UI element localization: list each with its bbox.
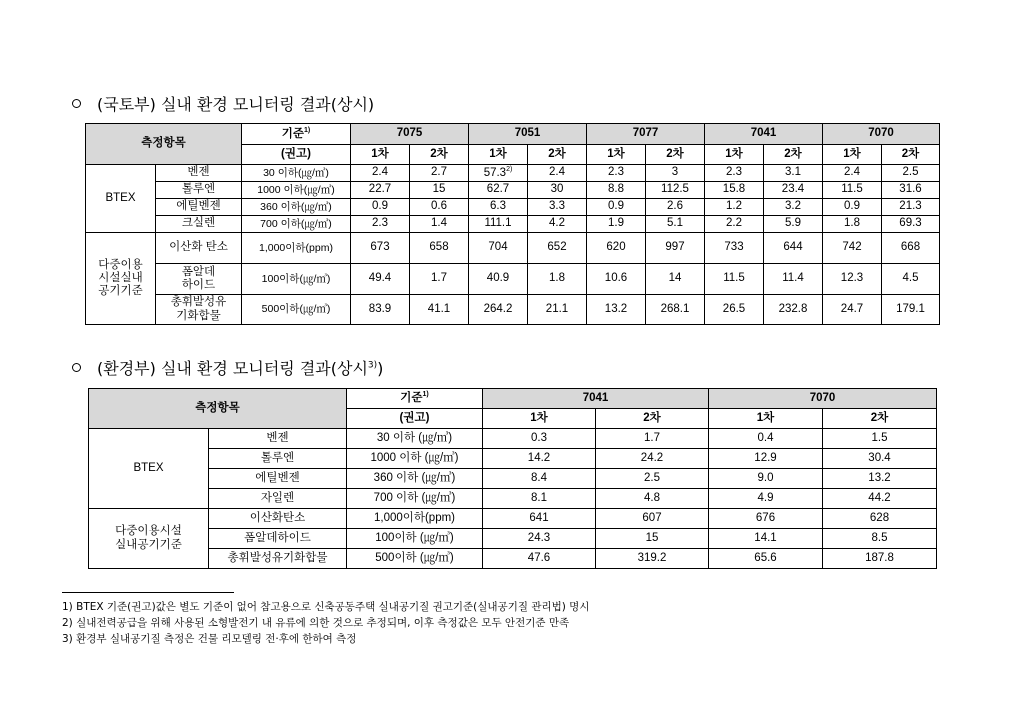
- value-cell: [823, 469, 937, 489]
- value-cell: [410, 233, 469, 264]
- value-text: 5.1: [667, 217, 683, 230]
- value-cell: [587, 264, 646, 295]
- standard-subheader: (권고): [242, 145, 351, 165]
- value-cell: [646, 182, 705, 199]
- standard-cell: 1000 이하 (㎍/㎥): [347, 449, 483, 469]
- value-text: 26.5: [722, 302, 746, 315]
- value-cell: [483, 469, 596, 489]
- round-header: 1차: [469, 145, 528, 165]
- value-cell: [483, 429, 596, 449]
- site-header: 7070: [709, 389, 937, 409]
- value-text: 607: [642, 511, 662, 524]
- value-cell: [528, 165, 587, 182]
- round-header: 1차: [587, 145, 646, 165]
- value-text: 2.4: [549, 166, 565, 179]
- value-cell: [709, 489, 823, 509]
- value-text: 30.4: [868, 451, 891, 464]
- value-text: 11.5: [841, 183, 863, 196]
- value-cell: [823, 264, 882, 295]
- value-text: 6.3: [490, 200, 506, 213]
- value-text: 9.0: [757, 471, 774, 484]
- value-cell: [646, 216, 705, 233]
- value-text: 12.9: [754, 451, 777, 464]
- value-text: 0.4: [757, 431, 774, 444]
- round-header: 2차: [882, 145, 940, 165]
- value-text: 1.4: [431, 217, 447, 230]
- footnote-divider: [62, 592, 234, 593]
- value-text: 0.9: [844, 200, 860, 213]
- standard-cell: 700 이하 (㎍/㎥): [347, 489, 483, 509]
- footnotes: [62, 599, 589, 647]
- value-text: 264.2: [483, 302, 513, 315]
- table-row: [89, 429, 937, 449]
- standard-cell: 100이하(㎍/㎥): [242, 264, 351, 295]
- value-cell: [764, 233, 823, 264]
- standard-cell: 30 이하(㎍/㎥): [242, 165, 351, 182]
- value-text: 21.3: [899, 200, 922, 213]
- value-cell: [410, 199, 469, 216]
- value-text: 0.6: [431, 200, 447, 213]
- value-cell: [764, 165, 823, 182]
- value-cell: [410, 295, 469, 325]
- standard-label: 기준: [400, 392, 423, 405]
- value-text: 658: [429, 241, 449, 254]
- value-cell: [483, 529, 596, 549]
- value-cell: [764, 216, 823, 233]
- round-header: 2차: [823, 409, 937, 429]
- footnote-2: 2) 실내전력공급을 위해 사용된 소형발전기 내 유류에 의한 것으로 추정되며, 이후 측정값은 모두 안전기준 만족: [62, 617, 570, 629]
- value-cell: [709, 469, 823, 489]
- value-text: 704: [488, 241, 508, 254]
- value-cell: [823, 549, 937, 569]
- round-header: 2차: [528, 145, 587, 165]
- round-header: 1차: [351, 145, 410, 165]
- round-header: 2차: [410, 145, 469, 165]
- value-text: 8.5: [871, 531, 888, 544]
- value-text: 1.7: [431, 272, 447, 285]
- standard-cell: 700 이하(㎍/㎥): [242, 216, 351, 233]
- value-cell: [764, 199, 823, 216]
- value-cell: [882, 199, 940, 216]
- value-cell: [528, 264, 587, 295]
- value-text: 187.8: [865, 551, 894, 564]
- value-cell: [646, 295, 705, 325]
- value-cell: [469, 264, 528, 295]
- circle-bullet-icon: [72, 363, 81, 372]
- value-cell: [469, 295, 528, 325]
- value-cell: [596, 549, 709, 569]
- value-cell: [596, 449, 709, 469]
- value-cell: [709, 549, 823, 569]
- value-cell: [528, 216, 587, 233]
- standard-header: [347, 389, 483, 409]
- value-text: 41.1: [427, 302, 451, 315]
- value-text: 11.4: [782, 272, 804, 285]
- value-cell: [823, 216, 882, 233]
- round-header: 2차: [596, 409, 709, 429]
- value-text: 319.2: [637, 551, 667, 564]
- value-text: 15.8: [722, 183, 746, 196]
- value-cell: [596, 429, 709, 449]
- table-row: [86, 199, 940, 216]
- site-header: 7075: [351, 124, 469, 145]
- value-text: 4.9: [757, 491, 774, 504]
- value-cell: [587, 216, 646, 233]
- value-text: 1.8: [844, 217, 860, 230]
- item-cell: 벤젠: [209, 429, 347, 449]
- value-cell: [596, 509, 709, 529]
- value-cell: [823, 489, 937, 509]
- value-text: 49.4: [368, 272, 392, 285]
- value-cell: [882, 165, 940, 182]
- value-cell: [469, 165, 528, 182]
- value-text: 8.8: [608, 183, 624, 196]
- value-cell: [351, 216, 410, 233]
- value-footnote-mark: 2): [506, 165, 513, 173]
- value-cell: [764, 182, 823, 199]
- value-text: 2.4: [844, 166, 860, 179]
- round-header: 1차: [823, 145, 882, 165]
- item-cell: 폼알데 하이드: [156, 264, 242, 295]
- value-text: 4.8: [644, 491, 660, 504]
- value-cell: [705, 165, 764, 182]
- footnote-1: 1) BTEX 기준(권고)값은 별도 기준이 없어 참고용으로 신축공동주택 실내공기질 권고기준(실내공기질 관리법) 명시: [62, 601, 590, 613]
- value-cell: [823, 233, 882, 264]
- value-cell: [705, 182, 764, 199]
- item-cell: 에틸벤젠: [156, 199, 242, 216]
- table-row: [86, 264, 940, 295]
- value-text: 2.5: [902, 166, 919, 179]
- value-cell: [646, 199, 705, 216]
- item-header: 측정항목: [86, 124, 242, 165]
- section1-heading: [72, 92, 374, 115]
- standard-cell: 1,000이하(ppm): [242, 233, 351, 264]
- value-cell: [705, 295, 764, 325]
- value-text: 21.1: [545, 302, 569, 315]
- value-cell: [709, 529, 823, 549]
- round-header: 1차: [705, 145, 764, 165]
- item-cell: 톨루엔: [209, 449, 347, 469]
- table-row: [89, 529, 937, 549]
- value-cell: [596, 489, 709, 509]
- value-cell: [646, 165, 705, 182]
- standard-cell: 500이하(㎍/㎥): [242, 295, 351, 325]
- value-cell: [351, 264, 410, 295]
- value-cell: [705, 264, 764, 295]
- group-label: BTEX: [89, 429, 209, 509]
- value-cell: [483, 449, 596, 469]
- value-cell: [351, 295, 410, 325]
- item-cell: 자일렌: [209, 489, 347, 509]
- item-cell: 폼알데하이드: [209, 529, 347, 549]
- table-row: [89, 449, 937, 469]
- value-text: 0.9: [372, 200, 388, 213]
- value-cell: [351, 199, 410, 216]
- value-text: 83.9: [368, 302, 392, 315]
- value-text: 44.2: [868, 491, 891, 504]
- round-header: 2차: [646, 145, 705, 165]
- value-text: 4.2: [549, 217, 565, 230]
- standard-cell: 1,000이하(ppm): [347, 509, 483, 529]
- round-header: 1차: [709, 409, 823, 429]
- value-text: 11.5: [723, 272, 745, 285]
- value-text: 641: [529, 511, 549, 524]
- value-text: 2.3: [372, 217, 388, 230]
- value-cell: [764, 264, 823, 295]
- section1-title: (국토부) 실내 환경 모니터링 결과(상시): [97, 95, 375, 114]
- value-cell: [469, 216, 528, 233]
- value-text: 2.5: [644, 471, 660, 484]
- value-text: 3.2: [785, 200, 801, 213]
- footnote-3: 3) 환경부 실내공기질 측정은 건물 리모델링 전·후에 한하여 측정: [62, 633, 357, 645]
- value-cell: [882, 233, 940, 264]
- value-text: 62.7: [486, 183, 510, 196]
- value-text: 69.3: [899, 217, 922, 230]
- value-text: 23.4: [781, 183, 805, 196]
- value-text: 2.6: [667, 200, 683, 213]
- value-cell: [646, 233, 705, 264]
- group-label: 다중이용 시설실내 공기기준: [86, 233, 156, 325]
- molit-monitoring-table: [85, 123, 940, 325]
- item-cell: 총휘발성유기화합물: [209, 549, 347, 569]
- value-cell: [587, 233, 646, 264]
- item-cell: 이산화 탄소: [156, 233, 242, 264]
- standard-cell: 100이하 (㎍/㎥): [347, 529, 483, 549]
- value-cell: [483, 509, 596, 529]
- value-text: 15: [432, 183, 446, 196]
- value-cell: [823, 509, 937, 529]
- value-cell: [882, 216, 940, 233]
- item-cell: 총휘발성유 기화합물: [156, 295, 242, 325]
- value-text: 12.3: [840, 272, 864, 285]
- value-cell: [882, 264, 940, 295]
- value-text: 733: [724, 241, 744, 254]
- value-text: 31.6: [899, 183, 922, 196]
- group-label: 다중이용시설 실내공기기준: [89, 509, 209, 569]
- standard-cell: 500이하 (㎍/㎥): [347, 549, 483, 569]
- value-text: 8.1: [531, 491, 547, 504]
- value-text: 111.1: [484, 217, 512, 230]
- standard-cell: 360 이하 (㎍/㎥): [347, 469, 483, 489]
- table-row: [86, 295, 940, 325]
- value-cell: [528, 295, 587, 325]
- value-cell: [882, 182, 940, 199]
- circle-bullet-icon: [72, 99, 81, 108]
- header-row: [86, 124, 940, 145]
- value-text: 620: [606, 241, 626, 254]
- value-cell: [410, 264, 469, 295]
- value-text: 22.7: [368, 183, 392, 196]
- value-cell: [823, 295, 882, 325]
- value-cell: [587, 295, 646, 325]
- table-row: [86, 165, 940, 182]
- value-text: 57.3: [483, 166, 507, 179]
- item-header: 측정항목: [89, 389, 347, 429]
- value-text: 628: [869, 511, 890, 524]
- value-cell: [764, 295, 823, 325]
- standard-cell: 360 이하(㎍/㎥): [242, 199, 351, 216]
- value-cell: [882, 295, 940, 325]
- value-text: 3: [671, 166, 679, 179]
- value-cell: [705, 233, 764, 264]
- site-header: 7051: [469, 124, 587, 145]
- site-header: 7041: [705, 124, 823, 145]
- value-text: 14.2: [527, 451, 551, 464]
- value-text: 0.3: [531, 431, 547, 444]
- standard-cell: 30 이하 (㎍/㎥): [347, 429, 483, 449]
- standard-footnote-mark: 1): [303, 126, 311, 134]
- value-text: 644: [783, 241, 803, 254]
- value-text: 14: [668, 272, 682, 285]
- value-cell: [596, 469, 709, 489]
- value-cell: [528, 182, 587, 199]
- value-cell: [528, 233, 587, 264]
- value-text: 10.6: [604, 272, 628, 285]
- value-text: 2.3: [726, 166, 742, 179]
- value-text: 40.9: [486, 272, 510, 285]
- value-cell: [823, 429, 937, 449]
- value-text: 0.9: [608, 200, 624, 213]
- value-text: 4.5: [902, 272, 919, 285]
- value-text: 13.2: [604, 302, 628, 315]
- value-cell: [587, 165, 646, 182]
- value-cell: [469, 182, 528, 199]
- site-header: 7041: [483, 389, 709, 409]
- value-cell: [596, 529, 709, 549]
- value-text: 2.2: [726, 217, 742, 230]
- value-cell: [709, 509, 823, 529]
- value-text: 1.7: [644, 431, 660, 444]
- value-cell: [483, 489, 596, 509]
- round-header: 2차: [764, 145, 823, 165]
- value-cell: [705, 216, 764, 233]
- value-text: 2.3: [608, 166, 624, 179]
- round-header: 1차: [483, 409, 596, 429]
- table-row: [89, 489, 937, 509]
- value-text: 179.1: [896, 302, 925, 315]
- value-text: 673: [370, 241, 390, 254]
- value-text: 47.6: [527, 551, 551, 564]
- table-row: [89, 549, 937, 569]
- value-text: 24.3: [527, 531, 551, 544]
- value-cell: [587, 199, 646, 216]
- value-text: 30: [550, 183, 564, 196]
- section2-title: (환경부) 실내 환경 모니터링 결과(상시$^{3)}$): [97, 359, 384, 378]
- value-cell: [410, 216, 469, 233]
- value-cell: [709, 449, 823, 469]
- table-row: [89, 469, 937, 489]
- value-cell: [351, 182, 410, 199]
- table-row: [86, 233, 940, 264]
- standard-subheader: (권고): [347, 409, 483, 429]
- moe-monitoring-table: [88, 388, 937, 569]
- value-text: 2.4: [372, 166, 388, 179]
- value-text: 1.8: [549, 272, 565, 285]
- value-cell: [410, 165, 469, 182]
- value-text: 268.1: [660, 302, 690, 315]
- item-cell: 벤젠: [156, 165, 242, 182]
- value-text: 652: [547, 241, 567, 254]
- value-cell: [823, 199, 882, 216]
- value-text: 1.2: [726, 200, 742, 213]
- table-row: [86, 216, 940, 233]
- value-text: 1.5: [871, 431, 888, 444]
- value-cell: [823, 529, 937, 549]
- group-label: BTEX: [86, 165, 156, 233]
- value-cell: [469, 233, 528, 264]
- value-cell: [823, 165, 882, 182]
- value-cell: [351, 165, 410, 182]
- standard-cell: 1000 이하(㎍/㎥): [242, 182, 351, 199]
- standard-header: [242, 124, 351, 145]
- value-cell: [705, 199, 764, 216]
- header-row: [89, 389, 937, 409]
- item-cell: 톨루엔: [156, 182, 242, 199]
- value-text: 3.1: [785, 166, 801, 179]
- standard-label: 기준: [281, 127, 304, 140]
- value-text: 14.1: [754, 531, 777, 544]
- value-cell: [410, 182, 469, 199]
- value-text: 24.7: [840, 302, 864, 315]
- value-cell: [483, 549, 596, 569]
- value-cell: [587, 182, 646, 199]
- table-row: [89, 509, 937, 529]
- table-row: [86, 182, 940, 199]
- value-text: 112.5: [661, 183, 689, 196]
- value-text: 8.4: [531, 471, 547, 484]
- value-text: 15: [645, 531, 659, 544]
- value-text: 13.2: [868, 471, 891, 484]
- value-cell: [469, 199, 528, 216]
- item-cell: 에틸벤젠: [209, 469, 347, 489]
- value-text: 742: [842, 241, 862, 254]
- value-text: 668: [900, 241, 921, 254]
- standard-footnote-mark: 1): [422, 391, 429, 399]
- value-text: 65.6: [754, 551, 777, 564]
- site-header: 7070: [823, 124, 940, 145]
- section2-heading: [72, 356, 383, 379]
- value-text: 997: [665, 241, 685, 254]
- value-cell: [646, 264, 705, 295]
- value-text: 1.9: [608, 217, 624, 230]
- value-cell: [351, 233, 410, 264]
- value-cell: [528, 199, 587, 216]
- value-text: 5.9: [785, 217, 801, 230]
- site-header: 7077: [587, 124, 705, 145]
- value-cell: [709, 429, 823, 449]
- value-text: 676: [755, 511, 776, 524]
- value-text: 3.3: [549, 200, 565, 213]
- value-text: 24.2: [640, 451, 664, 464]
- item-cell: 크실렌: [156, 216, 242, 233]
- value-cell: [823, 449, 937, 469]
- value-text: 2.7: [431, 166, 447, 179]
- item-cell: 이산화탄소: [209, 509, 347, 529]
- value-text: 232.8: [778, 302, 808, 315]
- value-cell: [823, 182, 882, 199]
